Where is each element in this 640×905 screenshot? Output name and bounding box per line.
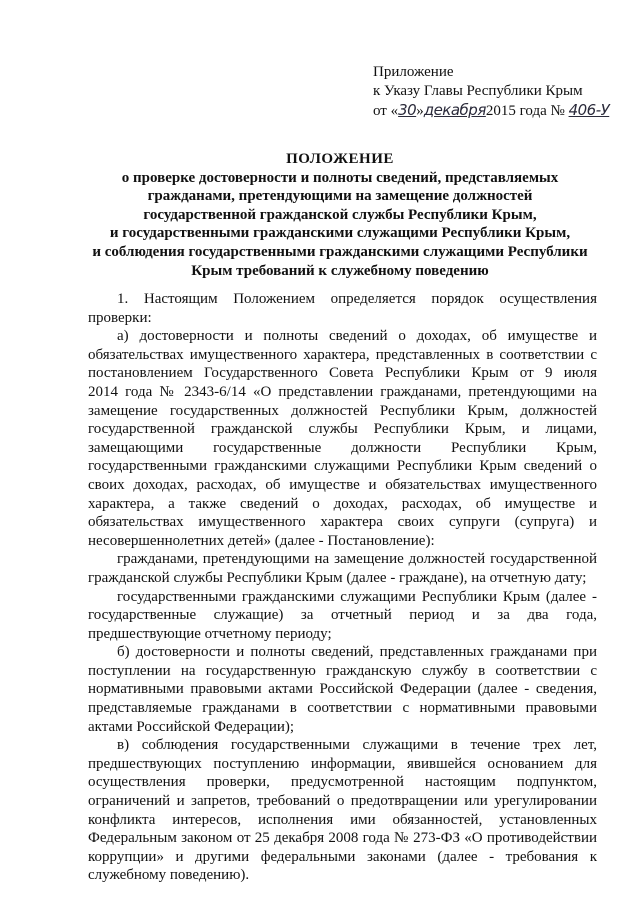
document-title [70,150,610,280]
text-line: гражданами, претендующими на замещение должностей государственной [117,551,597,568]
text-line: обязательствах имущественного характера своих супруги (супруга) и [88,514,597,531]
paragraph-v [88,736,597,885]
text-line: несовершеннолетних детей» (далее - Постановление): [88,532,435,549]
paragraph-a [88,327,597,550]
title-line: гражданами, претендующими на замещение должностей [147,188,533,205]
paragraph-a-servants [88,588,597,644]
title-heading: ПОЛОЖЕНИЕ [286,151,394,167]
text-line: 1. Настоящим Положением определяется порядок осуществления [117,291,597,307]
paragraph-1 [88,290,597,327]
text-line: замещающими государственные должности Республики Крым, [88,439,597,456]
handwritten-month: декабря [423,101,486,119]
handwritten-day: 30 [398,101,417,119]
text-line: Федеральным законом от 25 декабря 2008 года № 273-ФЗ «О противодействии [88,830,597,847]
text-line: постановлением Государственного Совета Республики Крым от 9 июля [88,365,597,382]
text-line: ограничений и запретов, требований о предотвращении или урегулировании [88,793,597,810]
text-line: осуществления проверки, предусмотренной настоящим подпунктом, [88,774,597,791]
text-line: б) достоверности и полноты сведений, представленных гражданами при [117,644,597,661]
text-line: своих доходах, расходах, об имуществе и обязательствах имущественного [88,476,597,493]
date-prefix: от « [373,103,399,119]
text-line: нормативными правовыми актами Российской Федерации (далее - сведения, [88,681,597,698]
paragraph-b [88,643,597,736]
text-line: предшествующих поступлению информации, явившейся основанием для [88,755,597,772]
text-line: поступлении на государственную гражданскую службу в соответствии с [88,662,597,679]
text-line: гражданской службы Республики Крым (далее - граждане), на отчетную дату; [88,569,587,586]
text-line: конфликта интересов, исполнения ими обязанностей, установленных [88,811,597,828]
title-line: о проверке достоверности и полноты сведений, представляемых [121,169,559,186]
text-line: представляемые гражданами в соответствии с нормативными правовыми [88,700,597,717]
text-line: 2014 года № 2343-6/14 «О представлении гражданами, претендующими на [88,383,597,400]
text-line: проверки: [88,309,152,326]
title-line: Крым требований к служебному поведению [191,262,489,279]
date-year: 2015 [485,103,516,119]
document-body [88,290,597,885]
paragraph-a-citizens [88,550,597,587]
title-line: и государственными гражданскими служащими Республики Крым, [109,225,571,242]
text-line: государственными гражданскими служащими Республики Крым сведений о [88,458,597,475]
text-line: государственными гражданскими служащими Республики Крым (далее - [117,588,597,605]
text-line: в) соблюдения государственными служащими в течение трех лет, [117,737,597,754]
date-suffix: года № [515,103,569,119]
text-line: предшествующие отчетному периоду; [88,625,332,642]
handwritten-number: 406-У [568,101,610,119]
text-line: государственной гражданской службы Республики Крым, и лицами, [88,421,597,438]
text-line: а) достоверности и полноты сведений о доходах, об имуществе и [117,328,597,345]
text-line: служебному поведению). [88,867,250,884]
text-line: актами Российской Федерации); [88,718,295,735]
appendix-block [373,63,609,121]
text-line: характера, а также сведений о доходах, расходах, об имуществе и [88,495,597,512]
title-line: государственной гражданской службы Республики Крым, [143,206,537,223]
text-line: обязательствах имущественного характера, представленных в соответствии с [88,346,597,363]
appendix-date-line [373,101,609,121]
date-mid: » [416,103,424,119]
text-line: коррупции» и другими федеральными законами (далее - требования к [88,848,597,865]
title-line: и соблюдения государственными гражданскими служащими Республики [92,243,588,260]
text-line: государственные служащие) за отчетный период и за два года, [88,607,597,624]
text-line: замещение государственных должностей Республики Крым, должностей [88,402,597,419]
appendix-decree-ref: к Указу Главы Республики Крым [373,83,583,99]
appendix-label: Приложение [373,64,454,80]
